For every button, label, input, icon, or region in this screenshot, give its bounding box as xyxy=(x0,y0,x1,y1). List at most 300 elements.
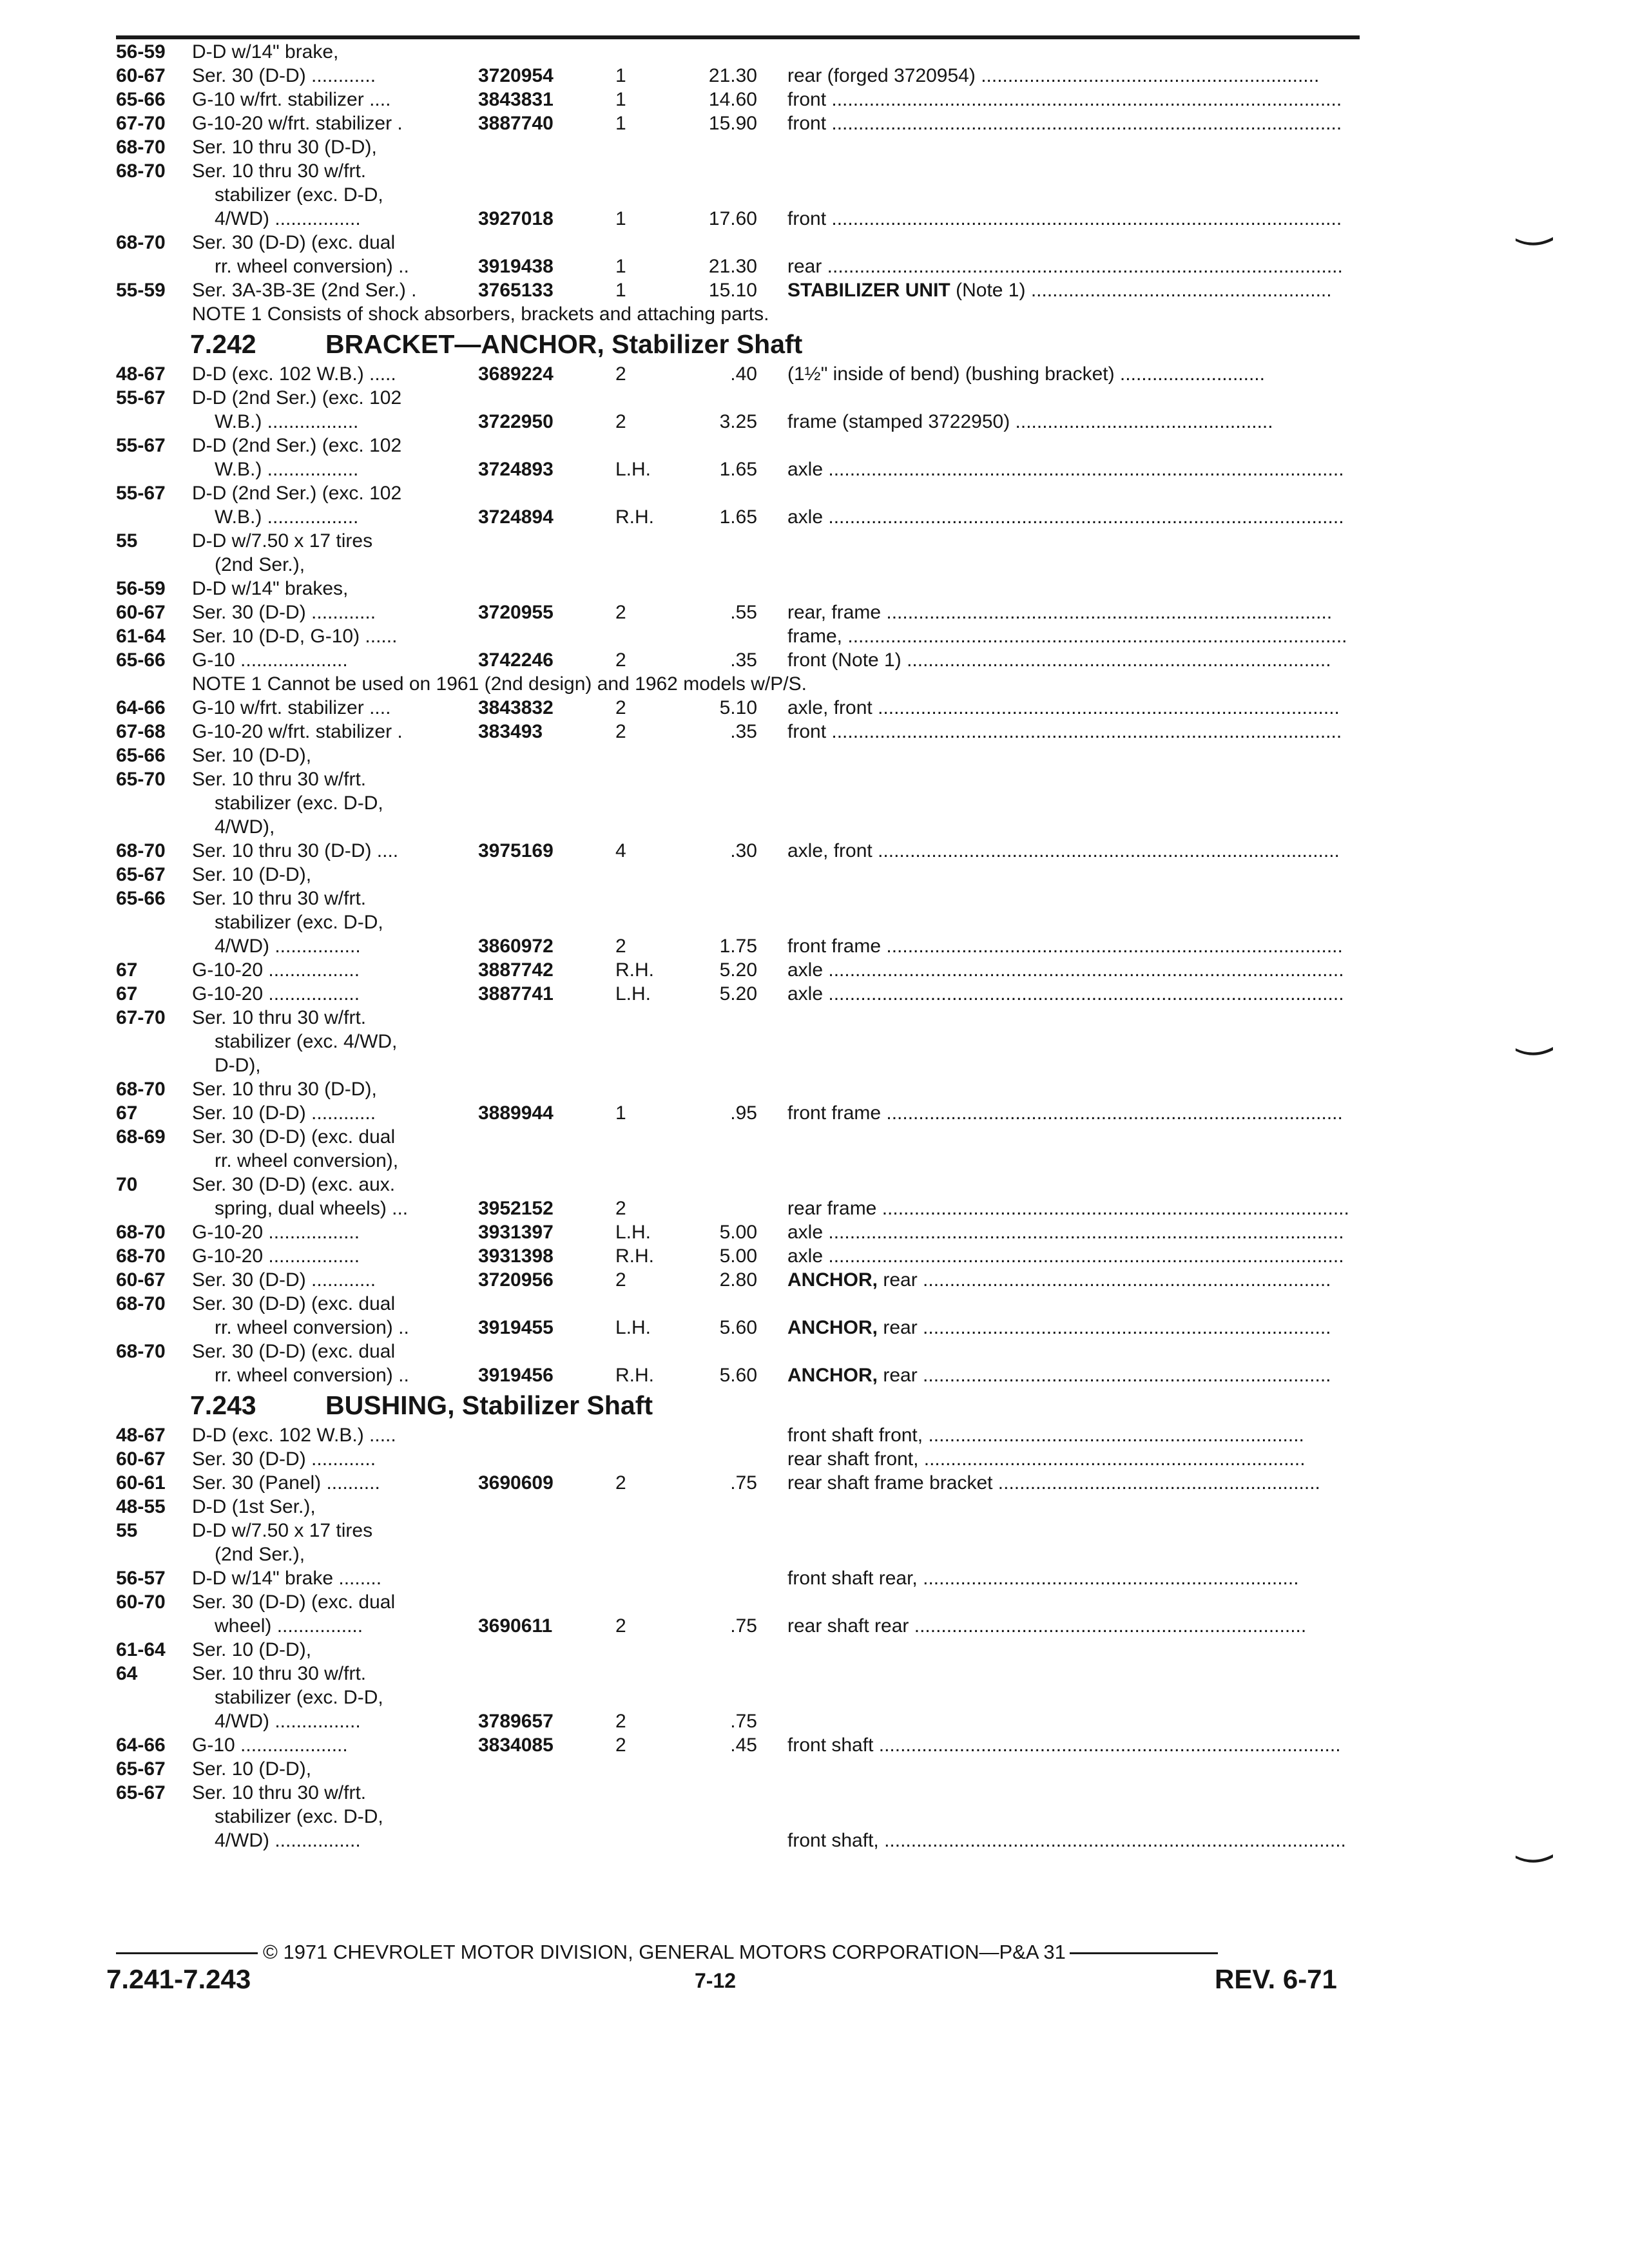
application-description: spring, dual wheels) ... xyxy=(215,1198,409,1219)
part-number: 3722950 xyxy=(478,411,554,432)
part-row xyxy=(0,1447,1629,1471)
quantity: L.H. xyxy=(615,983,651,1004)
remark-text: rear ............................................................................ xyxy=(883,1317,1331,1338)
quantity: 2 xyxy=(615,1198,626,1219)
list-price: .45 xyxy=(730,1735,757,1756)
part-row xyxy=(0,1733,1629,1757)
part-row xyxy=(0,1077,1629,1101)
part-row xyxy=(0,1340,1629,1363)
list-price: 15.90 xyxy=(708,113,757,134)
application-description: Ser. 10 thru 30 w/frt. xyxy=(192,160,367,182)
part-remark xyxy=(787,1614,1354,1638)
model-years: 60-67 xyxy=(116,1269,166,1291)
parts-listing xyxy=(0,40,1629,1852)
application-description: D-D (1st Ser.), xyxy=(192,1496,316,1517)
application-description: Ser. 30 (D-D) (exc. dual xyxy=(192,1126,396,1148)
part-remark xyxy=(787,982,1354,1006)
remark-part-name: ANCHOR, xyxy=(787,1317,878,1338)
part-row xyxy=(0,1316,1629,1340)
model-years: 68-70 xyxy=(116,232,166,253)
model-years: 60-67 xyxy=(116,1448,166,1470)
application-description: rr. wheel conversion), xyxy=(215,1150,399,1171)
list-price: 21.30 xyxy=(708,65,757,86)
quantity: 2 xyxy=(615,1735,626,1756)
model-years: 61-64 xyxy=(116,1639,166,1660)
part-row xyxy=(0,434,1629,457)
remark-text: axle ................................................................................................ xyxy=(787,1222,1344,1243)
model-years: 68-69 xyxy=(116,1126,166,1148)
quantity: R.H. xyxy=(615,1365,654,1386)
remark-text: axle, front ...................................................................................... xyxy=(787,840,1340,861)
application-description: rr. wheel conversion) .. xyxy=(215,1317,409,1338)
part-row xyxy=(0,88,1629,111)
part-number: 3690609 xyxy=(478,1472,554,1494)
part-row xyxy=(0,159,1629,183)
model-years: 67-70 xyxy=(116,1007,166,1028)
section-title: BUSHING, Stabilizer Shaft xyxy=(325,1390,653,1420)
application-description: Ser. 30 (D-D) (exc. dual xyxy=(192,232,396,253)
quantity: L.H. xyxy=(615,459,651,480)
application-description: Ser. 10 (D-D), xyxy=(192,864,312,885)
part-remark xyxy=(787,1733,1354,1757)
remark-text: axle ................................................................................................ xyxy=(787,983,1344,1004)
model-years: 48-67 xyxy=(116,1425,166,1446)
part-number: 3742246 xyxy=(478,649,554,671)
application-description: G-10 .................... xyxy=(192,649,348,671)
model-years: 67-68 xyxy=(116,721,166,742)
application-description: Ser. 10 (D-D), xyxy=(192,745,312,766)
application-description: 4/WD) ................ xyxy=(215,1711,361,1732)
model-years: 60-67 xyxy=(116,602,166,623)
part-remark xyxy=(787,64,1354,88)
part-row xyxy=(0,1805,1629,1829)
part-number: 3952152 xyxy=(478,1198,554,1219)
model-years: 56-57 xyxy=(116,1568,166,1589)
model-years: 55 xyxy=(116,530,138,552)
application-description: G-10-20 w/frt. stabilizer . xyxy=(192,721,403,742)
application-description: Ser. 10 thru 30 (D-D) .... xyxy=(192,840,399,861)
part-row xyxy=(0,183,1629,207)
part-number: 3720956 xyxy=(478,1269,554,1291)
model-years: 68-70 xyxy=(116,1245,166,1267)
remark-part-name: ANCHOR, xyxy=(787,1269,878,1291)
part-number: 3843831 xyxy=(478,89,554,110)
part-row xyxy=(0,1363,1629,1387)
part-number: 3720955 xyxy=(478,602,554,623)
note-text: NOTE 1 Consists of shock absorbers, brackets and attaching parts. xyxy=(192,303,769,325)
application-description: Ser. 3A-3B-3E (2nd Ser.) . xyxy=(192,280,417,301)
remark-text: front shaft, ...................................................................................... xyxy=(787,1830,1346,1851)
list-price: 14.60 xyxy=(708,89,757,110)
part-row xyxy=(0,1101,1629,1125)
part-remark xyxy=(787,1196,1354,1220)
remark-text: rear shaft rear ......................................................................... xyxy=(787,1615,1307,1637)
model-years: 68-70 xyxy=(116,1293,166,1314)
remark-text: front ............................................................................................... xyxy=(787,113,1342,134)
remark-part-name: ANCHOR, xyxy=(787,1365,878,1386)
model-years: 56-59 xyxy=(116,41,166,62)
model-years: 48-67 xyxy=(116,363,166,385)
model-years: 65-70 xyxy=(116,769,166,790)
list-price: 1.65 xyxy=(719,506,757,528)
part-remark xyxy=(787,1244,1354,1268)
quantity: 2 xyxy=(615,649,626,671)
part-row xyxy=(0,767,1629,791)
part-number: 3724894 xyxy=(478,506,554,528)
part-number: 3789657 xyxy=(478,1711,554,1732)
application-description: Ser. 10 thru 30 (D-D), xyxy=(192,137,377,158)
list-price: .40 xyxy=(730,363,757,385)
section-number: 7.242 xyxy=(190,329,256,359)
part-number: 3889944 xyxy=(478,1102,554,1124)
quantity: L.H. xyxy=(615,1317,651,1338)
remark-text: rear, frame ................................................................................... xyxy=(787,602,1333,623)
remark-text: front shaft ...................................................................................... xyxy=(787,1735,1341,1756)
page-number: 7-12 xyxy=(695,1969,737,1992)
application-description: Ser. 30 (Panel) .......... xyxy=(192,1472,380,1494)
part-remark xyxy=(787,1566,1354,1590)
model-years: 65-66 xyxy=(116,888,166,909)
list-price: 2.80 xyxy=(719,1269,757,1291)
quantity: R.H. xyxy=(615,959,654,981)
model-years: 70 xyxy=(116,1174,138,1195)
application-description: Ser. 30 (D-D) ............ xyxy=(192,602,376,623)
part-number: 3887742 xyxy=(478,959,554,981)
remark-text: (Note 1) ........................................................ xyxy=(956,280,1332,301)
model-years: 55-67 xyxy=(116,435,166,456)
part-remark xyxy=(787,1316,1354,1340)
part-remark xyxy=(787,505,1354,529)
model-years: 65-66 xyxy=(116,89,166,110)
application-description: Ser. 30 (D-D) (exc. dual xyxy=(192,1293,396,1314)
list-price: .75 xyxy=(730,1472,757,1494)
application-description: G-10-20 ................. xyxy=(192,983,360,1004)
part-row xyxy=(0,648,1629,672)
part-remark xyxy=(787,1423,1354,1447)
model-years: 67 xyxy=(116,1102,138,1124)
remark-text: rear ............................................................................ xyxy=(883,1365,1331,1386)
remark-text: rear ................................................................................................ xyxy=(787,256,1343,277)
part-remark xyxy=(787,1471,1354,1495)
application-description: rr. wheel conversion) .. xyxy=(215,256,409,277)
part-row xyxy=(0,231,1629,255)
model-years: 65-67 xyxy=(116,1782,166,1803)
part-row xyxy=(0,744,1629,767)
application-description: Ser. 30 (D-D) ............ xyxy=(192,1269,376,1291)
part-row xyxy=(0,910,1629,934)
list-price: .75 xyxy=(730,1615,757,1637)
quantity: 1 xyxy=(615,280,626,301)
part-remark xyxy=(787,696,1354,720)
part-row xyxy=(0,529,1629,553)
application-description: wheel) ................ xyxy=(215,1615,363,1637)
application-description: Ser. 30 (D-D) ............ xyxy=(192,1448,376,1470)
part-remark xyxy=(787,1447,1354,1471)
application-description: Ser. 10 (D-D), xyxy=(192,1639,312,1660)
part-number: 3887740 xyxy=(478,113,554,134)
part-row xyxy=(0,40,1629,64)
list-price: 5.60 xyxy=(719,1317,757,1338)
application-description: W.B.) ................. xyxy=(215,459,359,480)
quantity: 2 xyxy=(615,363,626,385)
quantity: 1 xyxy=(615,113,626,134)
application-description: D-D w/14" brakes, xyxy=(192,578,349,599)
part-row xyxy=(0,1292,1629,1316)
quantity: 1 xyxy=(615,256,626,277)
part-row xyxy=(0,815,1629,839)
application-description: stabilizer (exc. D-D, xyxy=(215,793,383,814)
quantity: L.H. xyxy=(615,1222,651,1243)
model-years: 65-67 xyxy=(116,864,166,885)
application-description: D-D (exc. 102 W.B.) ..... xyxy=(192,363,396,385)
remark-text: axle, front ...................................................................................... xyxy=(787,697,1340,718)
list-price: 15.10 xyxy=(708,280,757,301)
model-years: 60-70 xyxy=(116,1591,166,1613)
part-number: 3887741 xyxy=(478,983,554,1004)
model-years: 55 xyxy=(116,1520,138,1541)
part-row xyxy=(0,1566,1629,1590)
application-description: Ser. 10 thru 30 w/frt. xyxy=(192,769,367,790)
note-row xyxy=(0,672,1629,696)
model-years: 68-70 xyxy=(116,160,166,182)
application-description: D-D (2nd Ser.) (exc. 102 xyxy=(192,435,402,456)
remark-text: frame, ............................................................................................. xyxy=(787,626,1347,647)
part-remark xyxy=(787,278,1354,302)
part-number: 3931398 xyxy=(478,1245,554,1267)
model-years: 48-55 xyxy=(116,1496,166,1517)
part-number: 3919456 xyxy=(478,1365,554,1386)
list-price: .30 xyxy=(730,840,757,861)
part-remark xyxy=(787,1363,1354,1387)
model-years: 55-59 xyxy=(116,280,166,301)
model-years: 55-67 xyxy=(116,387,166,408)
application-description: D-D w/14" brake ........ xyxy=(192,1568,382,1589)
application-description: Ser. 10 (D-D), xyxy=(192,1758,312,1780)
application-description: Ser. 30 (D-D) (exc. aux. xyxy=(192,1174,396,1195)
application-description: D-D w/14" brake, xyxy=(192,41,339,62)
model-years: 61-64 xyxy=(116,626,166,647)
part-row xyxy=(0,505,1629,529)
footer-left-rule xyxy=(116,1952,258,1954)
binder-mark-1 xyxy=(1514,237,1554,246)
list-price: 5.60 xyxy=(719,1365,757,1386)
application-description: G-10-20 ................. xyxy=(192,1245,360,1267)
list-price: 21.30 xyxy=(708,256,757,277)
model-years: 60-61 xyxy=(116,1472,166,1494)
part-row xyxy=(0,1614,1629,1638)
part-remark xyxy=(787,601,1354,624)
part-row xyxy=(0,1006,1629,1030)
revision-label: REV. 6-71 xyxy=(1215,1964,1337,1994)
list-price: 1.75 xyxy=(719,936,757,957)
remark-text: front (Note 1) ............................................................................... xyxy=(787,649,1331,671)
part-row xyxy=(0,1638,1629,1662)
model-years: 65-67 xyxy=(116,1758,166,1780)
model-years: 67 xyxy=(116,983,138,1004)
section-heading xyxy=(0,1387,1629,1423)
part-number: 3690611 xyxy=(478,1615,553,1637)
part-row xyxy=(0,1423,1629,1447)
part-row xyxy=(0,1244,1629,1268)
model-years: 55-67 xyxy=(116,483,166,504)
model-years: 67 xyxy=(116,959,138,981)
application-description: stabilizer (exc. D-D, xyxy=(215,1806,383,1827)
list-price: .75 xyxy=(730,1711,757,1732)
model-years: 65-66 xyxy=(116,745,166,766)
part-row xyxy=(0,1686,1629,1709)
list-price: .55 xyxy=(730,602,757,623)
model-years: 68-70 xyxy=(116,137,166,158)
remark-text: front ............................................................................................... xyxy=(787,721,1342,742)
part-row xyxy=(0,720,1629,744)
application-description: (2nd Ser.), xyxy=(215,554,305,575)
quantity: 1 xyxy=(615,1102,626,1124)
part-row xyxy=(0,1495,1629,1519)
part-row xyxy=(0,863,1629,887)
quantity: 2 xyxy=(615,1615,626,1637)
part-row xyxy=(0,553,1629,577)
list-price: .35 xyxy=(730,721,757,742)
part-row xyxy=(0,64,1629,88)
part-row xyxy=(0,1053,1629,1077)
footer-copyright-line xyxy=(116,1939,1347,1965)
part-row xyxy=(0,255,1629,278)
part-remark xyxy=(787,255,1354,278)
part-row xyxy=(0,362,1629,386)
model-years: 68-70 xyxy=(116,1341,166,1362)
part-number: 3927018 xyxy=(478,208,554,229)
application-description: Ser. 30 (D-D) (exc. dual xyxy=(192,1591,396,1613)
application-description: stabilizer (exc. D-D, xyxy=(215,912,383,933)
list-price: 3.25 xyxy=(719,411,757,432)
application-description: D-D w/7.50 x 17 tires xyxy=(192,1520,373,1541)
application-description: stabilizer (exc. D-D, xyxy=(215,1687,383,1708)
application-description: Ser. 10 (D-D) ............ xyxy=(192,1102,376,1124)
part-remark xyxy=(787,624,1354,648)
quantity: 1 xyxy=(615,208,626,229)
part-row xyxy=(0,982,1629,1006)
remark-text: axle ................................................................................................ xyxy=(787,459,1344,480)
application-description: stabilizer (exc. 4/WD, xyxy=(215,1031,398,1052)
part-row xyxy=(0,1149,1629,1173)
list-price: 5.00 xyxy=(719,1245,757,1267)
application-description: G-10 w/frt. stabilizer .... xyxy=(192,697,391,718)
model-years: 68-70 xyxy=(116,1222,166,1243)
part-remark xyxy=(787,362,1354,386)
part-remark xyxy=(787,934,1354,958)
remark-text: rear (forged 3720954) ............................................................... xyxy=(787,65,1320,86)
part-row xyxy=(0,791,1629,815)
application-description: Ser. 30 (D-D) (exc. dual xyxy=(192,1341,396,1362)
part-row xyxy=(0,457,1629,481)
part-remark xyxy=(787,1101,1354,1125)
part-row xyxy=(0,1125,1629,1149)
part-row xyxy=(0,207,1629,231)
application-description: Ser. 10 thru 30 w/frt. xyxy=(192,888,367,909)
part-row xyxy=(0,410,1629,434)
quantity: 4 xyxy=(615,840,626,861)
part-row xyxy=(0,1173,1629,1196)
list-price: .35 xyxy=(730,649,757,671)
part-remark xyxy=(787,648,1354,672)
quantity: R.H. xyxy=(615,1245,654,1267)
remark-text: front shaft rear, ...................................................................... xyxy=(787,1568,1299,1589)
part-number: 3724893 xyxy=(478,459,554,480)
remark-text: rear shaft front, ....................................................................... xyxy=(787,1448,1306,1470)
list-price: .95 xyxy=(730,1102,757,1124)
remark-text: rear shaft frame bracket ............................................................ xyxy=(787,1472,1320,1494)
quantity: 2 xyxy=(615,1472,626,1494)
remark-text: (1½" inside of bend) (bushing bracket) ........................... xyxy=(787,363,1265,385)
section-range: 7.241-7.243 xyxy=(106,1964,251,1994)
footer-right-rule xyxy=(1070,1952,1218,1954)
remark-text: rear frame ....................................................................................... xyxy=(787,1198,1349,1219)
application-description: Ser. 10 thru 30 w/frt. xyxy=(192,1007,367,1028)
part-remark xyxy=(787,1829,1354,1852)
part-row xyxy=(0,1781,1629,1805)
part-row xyxy=(0,386,1629,410)
application-description: G-10-20 ................. xyxy=(192,959,360,981)
part-row xyxy=(0,481,1629,505)
part-row xyxy=(0,934,1629,958)
section-title: BRACKET—ANCHOR, Stabilizer Shaft xyxy=(325,329,803,359)
part-row xyxy=(0,601,1629,624)
application-description: (2nd Ser.), xyxy=(215,1544,305,1565)
application-description: Ser. 10 (D-D, G-10) ...... xyxy=(192,626,398,647)
top-rule xyxy=(116,35,1360,39)
part-row xyxy=(0,135,1629,159)
part-remark xyxy=(787,958,1354,982)
part-row xyxy=(0,1542,1629,1566)
part-row xyxy=(0,696,1629,720)
part-row xyxy=(0,1709,1629,1733)
list-price: 17.60 xyxy=(708,208,757,229)
remark-text: axle ................................................................................................ xyxy=(787,506,1344,528)
remark-text: rear ............................................................................ xyxy=(883,1269,1331,1291)
part-row xyxy=(0,887,1629,910)
remark-text: axle ................................................................................................ xyxy=(787,1245,1344,1267)
remark-text: front ............................................................................................... xyxy=(787,89,1342,110)
part-row xyxy=(0,624,1629,648)
part-row xyxy=(0,1829,1629,1852)
note-text: NOTE 1 Cannot be used on 1961 (2nd design) and 1962 models w/P/S. xyxy=(192,673,807,695)
part-remark xyxy=(787,839,1354,863)
part-remark xyxy=(787,1220,1354,1244)
remark-text: axle ................................................................................................ xyxy=(787,959,1344,981)
part-remark xyxy=(787,88,1354,111)
application-description: D-D (exc. 102 W.B.) ..... xyxy=(192,1425,396,1446)
quantity: 1 xyxy=(615,65,626,86)
part-number: 3843832 xyxy=(478,697,554,718)
application-description: G-10-20 w/frt. stabilizer . xyxy=(192,113,403,134)
part-number: 3689224 xyxy=(478,363,554,385)
part-row xyxy=(0,278,1629,302)
model-years: 68-70 xyxy=(116,840,166,861)
part-number: 3834085 xyxy=(478,1735,554,1756)
part-number: 3765133 xyxy=(478,280,554,301)
list-price: 1.65 xyxy=(719,459,757,480)
part-row xyxy=(0,958,1629,982)
part-remark xyxy=(787,457,1354,481)
part-remark xyxy=(787,1268,1354,1292)
remark-part-name: STABILIZER UNIT xyxy=(787,280,950,301)
part-remark xyxy=(787,410,1354,434)
application-description: G-10 .................... xyxy=(192,1735,348,1756)
remark-text: front ............................................................................................... xyxy=(787,208,1342,229)
model-years: 64 xyxy=(116,1663,138,1684)
part-row xyxy=(0,1030,1629,1053)
quantity: 2 xyxy=(615,697,626,718)
